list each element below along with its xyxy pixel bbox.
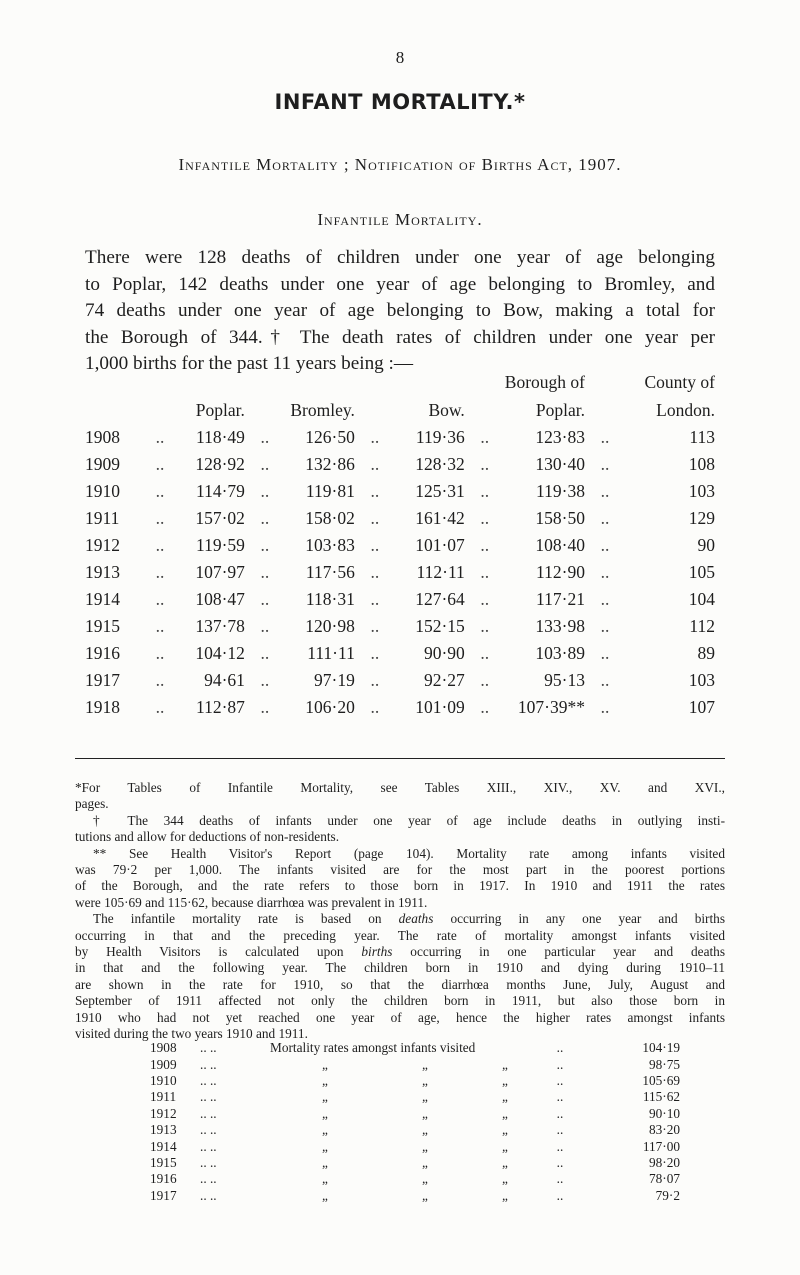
leader: .. [556,1122,564,1138]
leader: .. [370,481,380,501]
footnote-rule [75,758,725,759]
header-cell [175,368,245,396]
ditto-mark: „ [322,1122,328,1138]
london-cell: 113 [689,427,715,447]
ditto-mark: „ [422,1056,428,1072]
london-cell: 107 [688,697,715,717]
leader: .. [556,1138,564,1154]
bow-cell: 101·07 [415,535,465,555]
intro-line: the Borough of 344.† The death rates of children under one year per [85,326,715,348]
leader: .. [260,616,270,636]
leader: .. [260,670,270,690]
borough-cell: 133·98 [535,616,585,636]
header-cell: Poplar. [195,399,245,420]
bromley-cell: 119·81 [305,481,355,501]
table-row [85,478,715,505]
header-cell [85,368,145,396]
spacer [355,368,395,396]
ditto-mark: „ [502,1187,508,1203]
intro-line: There were 128 deaths of children under one year of age belonging [85,247,715,268]
leader: .. [260,589,270,609]
intro-line: 74 deaths under one year of age belonging to Bow, making a total for [85,300,715,321]
ditto-mark: „ [502,1154,508,1170]
ditto-mark: „ [322,1056,328,1072]
leader: .. [600,670,610,690]
leader: .. [370,616,380,636]
leader: .. [260,508,270,528]
leader: .. [480,562,490,582]
leader: .. [556,1154,564,1170]
footnotes [75,780,725,1043]
ditto-mark: „ [502,1072,508,1088]
leader: .. [600,589,610,609]
borough-cell: 108·40 [535,535,585,555]
bromley-cell: 158·02 [305,508,355,528]
bromley-cell: 111·11 [307,643,355,663]
bromley-cell: 118·31 [305,589,355,609]
leader: .. [480,427,490,447]
spacer [465,396,505,424]
borough-cell: 103·89 [535,643,585,663]
borough-cell: 123·83 [535,427,585,447]
visited-year: 1910 [150,1072,177,1088]
ditto-mark: „ [502,1089,508,1105]
table-row [85,613,715,640]
poplar-cell: 118·49 [195,427,245,447]
leader: .. [480,454,490,474]
intro-line: to Poplar, 142 deaths under one year of age belonging to Bromley, and [85,273,715,295]
ditto-mark: „ [422,1105,428,1121]
london-cell: 90 [697,535,715,555]
ditto-mark: „ [502,1138,508,1154]
london-cell: 105 [688,562,715,582]
leader: .. [370,643,380,663]
leader: .. [370,697,380,717]
visited-year: 1914 [150,1138,177,1154]
ditto-mark: „ [322,1089,328,1105]
visited-label: Mortality rates amongst infants visited [270,1040,476,1056]
header-cell [85,396,145,424]
borough-cell: 95·13 [544,670,585,690]
year-cell: 1910 [85,481,120,501]
poplar-cell: 157·02 [195,508,245,528]
leader: .. .. [200,1171,217,1187]
page-title: INFANT MORTALITY.* [274,90,526,114]
visited-row [150,1171,680,1187]
bromley-cell: 117·56 [305,562,355,582]
poplar-cell: 94·61 [204,670,245,690]
spacer [585,396,625,424]
year-cell: 1915 [85,616,120,636]
leader: .. [480,697,490,717]
leader: .. [600,562,610,582]
bow-cell: 125·31 [415,481,465,501]
leader: .. [155,562,165,582]
header-cell [285,368,355,396]
bromley-cell: 106·20 [305,697,355,717]
page-number: 8 [395,48,405,67]
table-row [85,640,715,667]
london-cell: 103 [688,670,715,690]
borough-cell: 107·39** [517,697,585,717]
leader: .. [556,1187,564,1203]
leader: .. [480,616,490,636]
header-cell: Borough of [504,371,585,392]
visited-row [150,1122,680,1138]
london-cell: 129 [688,508,715,528]
visited-row [150,1056,680,1072]
year-cell: 1908 [85,427,120,447]
leader: .. [155,697,165,717]
leader: .. [600,535,610,555]
leader: .. [556,1072,564,1088]
table-row [85,424,715,451]
bow-cell: 152·15 [415,616,465,636]
year-cell: 1912 [85,535,120,555]
ditto-mark: „ [502,1056,508,1072]
bromley-cell: 97·19 [314,670,355,690]
year-cell: 1913 [85,562,120,582]
visited-value: 83·20 [648,1122,680,1138]
poplar-cell: 114·79 [195,481,245,501]
bow-cell: 128·32 [415,454,465,474]
leader: .. [260,427,270,447]
leader: .. [556,1105,564,1121]
header-cell: County of [644,371,715,392]
leader: .. [600,697,610,717]
visited-year: 1916 [150,1171,177,1187]
death-rates-table [85,368,715,721]
london-cell: 89 [697,643,715,663]
ditto-mark: „ [422,1089,428,1105]
header-cell: London. [656,399,715,420]
visited-year: 1912 [150,1105,177,1121]
ditto-mark: „ [322,1154,328,1170]
leader: .. [370,535,380,555]
visited-year: 1913 [150,1122,177,1138]
table-row [85,559,715,586]
visited-row [150,1073,680,1089]
poplar-cell: 112·87 [195,697,245,717]
visited-row [150,1138,680,1154]
poplar-cell: 107·97 [195,562,245,582]
spacer [145,396,175,424]
ditto-mark: „ [422,1154,428,1170]
section-heading: Infantile Mortality. [317,210,483,229]
bow-cell: 90·90 [423,643,465,663]
leader: .. [155,616,165,636]
leader: .. .. [200,1138,217,1154]
leader: .. .. [200,1072,217,1088]
bow-cell: 127·64 [415,589,465,609]
ditto-mark: „ [322,1171,328,1187]
ditto-mark: „ [322,1105,328,1121]
year-cell: 1909 [85,454,120,474]
ditto-mark: „ [422,1072,428,1088]
ditto-mark: „ [422,1138,428,1154]
leader: .. [370,508,380,528]
poplar-cell: 137·78 [195,616,245,636]
visited-year: 1911 [150,1089,177,1105]
spacer [355,396,395,424]
leader: .. [155,481,165,501]
leader: .. [260,481,270,501]
visited-row [150,1089,680,1105]
london-cell: 108 [688,454,715,474]
leader: .. [600,616,610,636]
leader: .. [155,535,165,555]
leader: .. .. [200,1187,217,1203]
leader: .. [600,643,610,663]
table-row [85,667,715,694]
ditto-mark: „ [322,1072,328,1088]
leader: .. [155,643,165,663]
year-cell: 1916 [85,643,120,663]
leader: .. [480,643,490,663]
leader: .. [480,535,490,555]
leader: .. [556,1171,564,1187]
footnote-explanation: The infantile mortality rate is based on deaths occurring in any one year and births occurring in that and the preceding year. The rate of mortality amongst infants visited by Health Visitors is calculated upon births occurring in one particular year and deaths in that and the following year. The children born in 1910 and dying during 1910–11 are shown in the rate for 1910, so that the diarrhœa months June, July, August and September of 1911 affected not only the children born in 1911, but also those born in 1910 who had not yet reached one year of age, hence the higher rates amongst infants visited during the two years 1910 and 1911. [75,911,726,1042]
spacer [145,368,175,396]
london-cell: 104 [688,589,715,609]
leader: .. [370,670,380,690]
london-cell: 103 [688,481,715,501]
borough-cell: 158·50 [535,508,585,528]
visited-year: 1917 [150,1187,177,1203]
leader: .. [480,589,490,609]
intro-paragraph [85,245,715,378]
table-row [85,451,715,478]
footnote-double-star: ** See Health Visitor's Report (page 104). Mortality rate among infants visited was 79·2 per 1,000. The infants visited are for the most part in the poorest portions of the Borough, and the rate refers to those born in 1917. In 1910 and 1911 the rates were 105·69 and 115·62, because diarrhœa was prevalent in 1911. [75,845,725,910]
ditto-mark: „ [502,1171,508,1187]
ditto-mark: „ [322,1138,328,1154]
leader: .. [480,481,490,501]
leader: .. [600,481,610,501]
leader: .. .. [200,1056,217,1072]
ditto-mark: „ [422,1171,428,1187]
header-cell: Poplar. [535,399,585,420]
spacer [245,368,285,396]
visited-year: 1908 [150,1040,177,1056]
bromley-cell: 126·50 [305,427,355,447]
ditto-mark: „ [502,1122,508,1138]
ditto-mark: „ [422,1122,428,1138]
leader: .. .. [200,1105,217,1121]
leader: .. [155,454,165,474]
leader: .. [600,508,610,528]
poplar-cell: 119·59 [195,535,245,555]
footnote-star: *For Tables of Infantile Mortality, see Tables XIII., XIV., XV. and XVI., pages. [75,780,725,812]
visited-value: 105·69 [642,1072,680,1088]
leader: .. .. [200,1089,217,1105]
ditto-mark: „ [502,1105,508,1121]
london-cell: 112 [689,616,715,636]
leader: .. .. [200,1040,217,1056]
header-cell [395,368,465,396]
bromley-cell: 132·86 [305,454,355,474]
section-subtitle: Infantile Mortality ; Notification of Births Act, 1907. [178,155,622,174]
table-row [85,586,715,613]
leader: .. [480,508,490,528]
bromley-cell: 103·83 [305,535,355,555]
leader: .. [260,454,270,474]
table-header [85,396,715,424]
bow-cell: 119·36 [415,427,465,447]
visited-value: 90·10 [648,1105,680,1121]
leader: .. [260,562,270,582]
table-header-top [85,368,715,396]
year-cell: 1911 [85,508,120,528]
leader: .. [370,589,380,609]
visited-year: 1915 [150,1154,177,1170]
ditto-mark: „ [422,1187,428,1203]
visited-value: 98·20 [648,1154,680,1170]
leader: .. [600,454,610,474]
leader: .. [370,562,380,582]
ditto-mark: „ [322,1187,328,1203]
borough-cell: 130·40 [535,454,585,474]
leader: .. [370,427,380,447]
bromley-cell: 120·98 [305,616,355,636]
leader: .. [600,427,610,447]
visited-value: 98·75 [648,1056,680,1072]
year-cell: 1917 [85,670,120,690]
poplar-cell: 128·92 [195,454,245,474]
bow-cell: 101·09 [415,697,465,717]
bow-cell: 161·42 [415,508,465,528]
borough-cell: 117·21 [536,589,585,609]
leader: .. [260,697,270,717]
leader: .. [260,643,270,663]
leader: .. [260,535,270,555]
year-cell: 1914 [85,589,120,609]
visited-value: 115·62 [642,1089,680,1105]
header-cell: Bromley. [290,399,355,420]
table-row [85,532,715,559]
intro-line: 1,000 births for the past 11 years being :— [85,353,414,374]
spacer [245,396,285,424]
leader: .. [155,670,165,690]
borough-cell: 119·38 [536,481,585,501]
leader: .. [480,670,490,690]
leader: .. [556,1040,564,1056]
visited-row [150,1040,680,1056]
leader: .. [155,589,165,609]
bow-cell: 112·11 [416,562,465,582]
table-row [85,694,715,721]
bow-cell: 92·27 [423,670,465,690]
leader: .. [155,427,165,447]
leader: .. [155,508,165,528]
leader: .. .. [200,1154,217,1170]
visited-value: 78·07 [648,1171,680,1187]
visited-row [150,1106,680,1122]
leader: .. [556,1089,564,1105]
poplar-cell: 108·47 [195,589,245,609]
leader: .. [556,1056,564,1072]
spacer [585,368,625,396]
visited-value: 117·00 [642,1138,680,1154]
spacer [465,368,505,396]
visited-value: 79·2 [655,1187,680,1203]
table-row [85,505,715,532]
visited-row [150,1188,680,1204]
leader: .. .. [200,1122,217,1138]
footnote-dagger: † The 344 deaths of infants under one year of age include deaths in outlying insti- tutions and allow for deductions of non-residents. [75,812,725,845]
header-cell: Bow. [428,399,465,420]
borough-cell: 112·90 [536,562,585,582]
visited-rates-table [150,1040,680,1204]
visited-year: 1909 [150,1056,177,1072]
leader: .. [370,454,380,474]
visited-value: 104·19 [642,1040,680,1056]
visited-row [150,1155,680,1171]
year-cell: 1918 [85,697,120,717]
poplar-cell: 104·12 [195,643,245,663]
